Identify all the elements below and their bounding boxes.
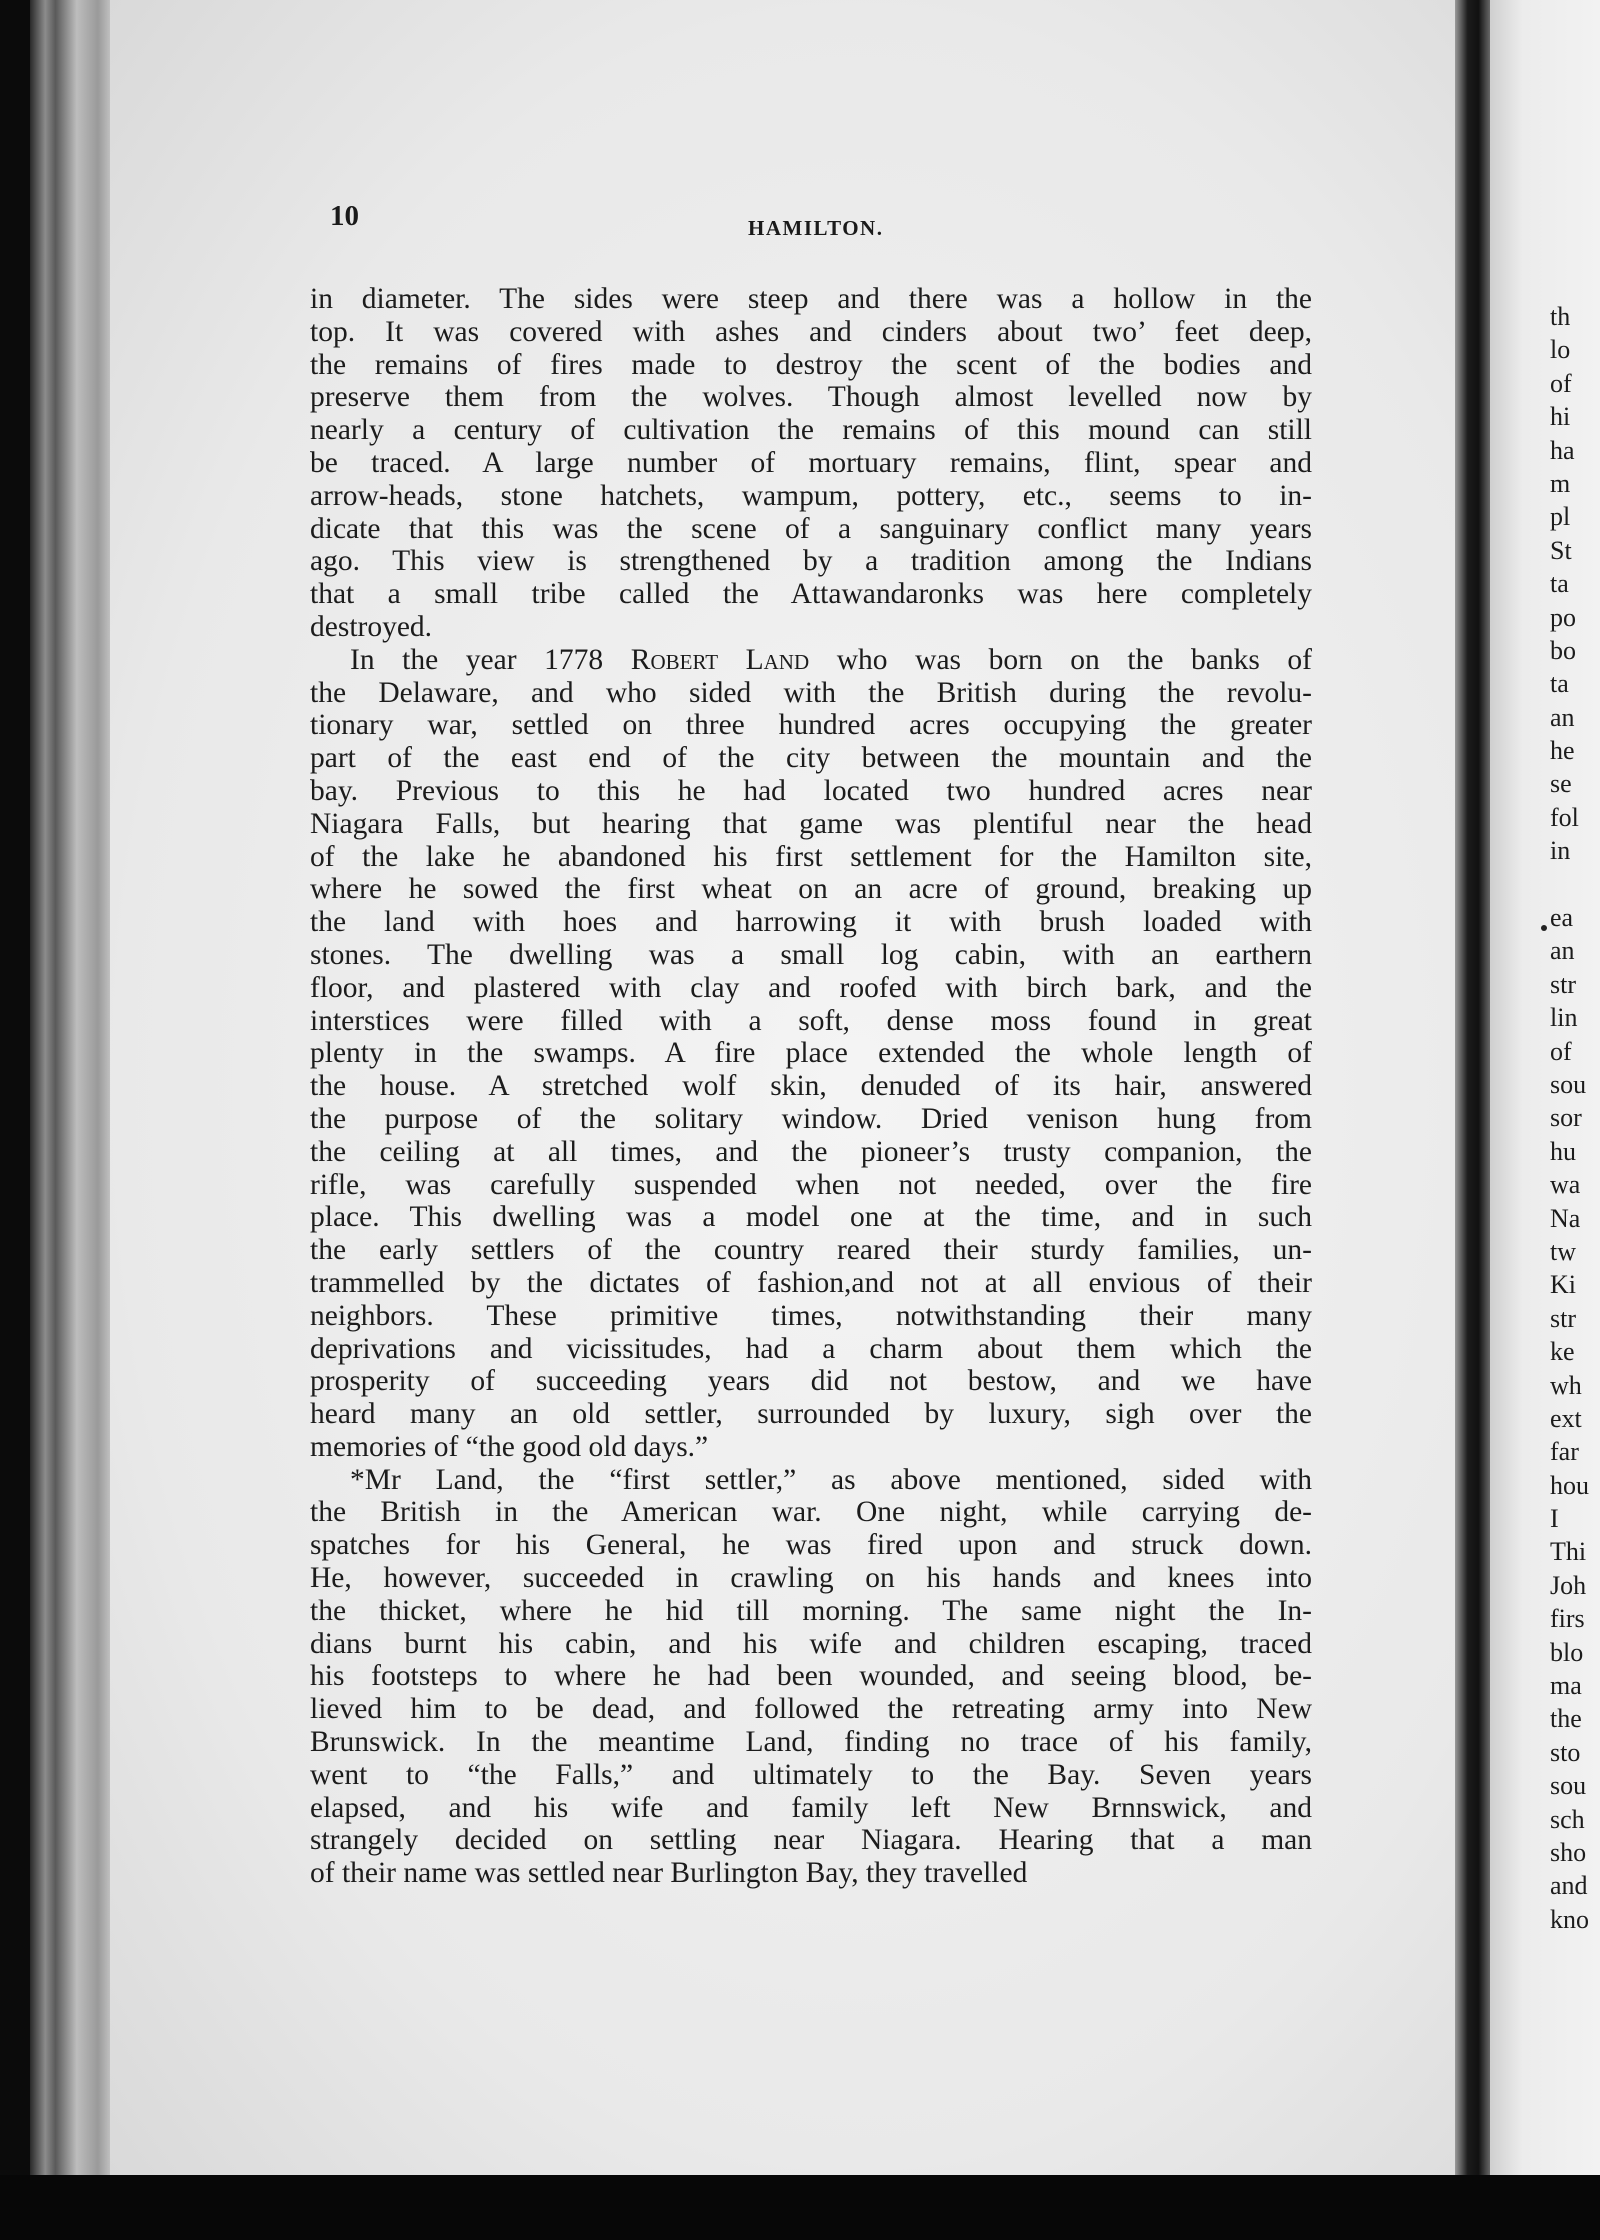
facing-line-fragment: wa bbox=[1550, 1170, 1581, 1200]
facing-line-fragment: pl bbox=[1550, 502, 1571, 532]
paragraph-2-first-line: In the year 1778 Robert Land who was born on the banks of bbox=[350, 643, 1312, 676]
text-line: nearly a century of cultivation the remains of this mound can still bbox=[310, 414, 1312, 447]
text-line: elapsed, and his wife and family left New Brnnswick, and bbox=[310, 1791, 1312, 1824]
facing-line-fragment: ta bbox=[1550, 669, 1569, 699]
text-line: destroyed. bbox=[310, 610, 433, 643]
bottom-shadow bbox=[0, 2175, 1600, 2240]
facing-line-fragment: tw bbox=[1550, 1236, 1576, 1266]
facing-line-fragment: hi bbox=[1550, 402, 1571, 432]
facing-line-fragment: Na bbox=[1550, 1203, 1581, 1233]
facing-line-fragment: sou bbox=[1550, 1069, 1587, 1099]
facing-line-fragment: sou bbox=[1550, 1771, 1587, 1801]
text-line: deprivations and vicissitudes, had a charm about them which the bbox=[310, 1332, 1312, 1365]
text-line: the purpose of the solitary window. Dried venison hung from bbox=[310, 1102, 1312, 1135]
text-line: his footsteps to where he had been wounded, and seeing blood, be- bbox=[310, 1660, 1312, 1693]
facing-line-fragment bbox=[1550, 868, 1589, 901]
facing-page-text bbox=[1550, 300, 1589, 1936]
text-line: plenty in the swamps. A fire place extended the whole length of bbox=[310, 1037, 1312, 1070]
text-line: Niagara Falls, but hearing that game was plentiful near the head bbox=[310, 807, 1312, 840]
facing-line-fragment: po bbox=[1550, 602, 1576, 632]
facing-line-fragment: an bbox=[1550, 702, 1575, 732]
facing-line-fragment: hou bbox=[1550, 1470, 1589, 1500]
facing-line-fragment: str bbox=[1550, 969, 1576, 999]
facing-line-fragment: I bbox=[1550, 1504, 1559, 1534]
text-line: trammelled by the dictates of fashion,and not at all envious of their bbox=[310, 1266, 1312, 1299]
facing-line-fragment: m bbox=[1550, 468, 1571, 498]
facing-line-fragment: ta bbox=[1550, 569, 1569, 599]
text-line: heard many an old settler, surrounded by luxury, sigh over the bbox=[310, 1398, 1312, 1431]
page-number: 10 bbox=[330, 200, 359, 232]
text-line: *Mr Land, the “first settler,” as above mentioned, sided with bbox=[350, 1463, 1312, 1496]
text-line: the Delaware, and who sided with the British during the revolu- bbox=[310, 676, 1312, 709]
text-line: interstices were filled with a soft, dense moss found in great bbox=[310, 1004, 1312, 1037]
text-line: Brunswick. In the meantime Land, finding no trace of his family, bbox=[310, 1726, 1312, 1759]
text-line: the house. A stretched wolf skin, denuded of its hair, answered bbox=[310, 1070, 1312, 1103]
text-line: the ceiling at all times, and the pioneer’s trusty companion, the bbox=[310, 1135, 1312, 1168]
text-line: part of the east end of the city between the mountain and the bbox=[310, 742, 1312, 775]
facing-line-fragment: Thi bbox=[1550, 1537, 1587, 1567]
text-line: neighbors. These primitive times, notwithstanding their many bbox=[310, 1299, 1312, 1332]
facing-line-fragment: an bbox=[1550, 936, 1575, 966]
paragraph-3 bbox=[310, 1464, 1312, 1890]
text-line: went to “the Falls,” and ultimately to the Bay. Seven years bbox=[310, 1758, 1312, 1791]
paragraph-2 bbox=[310, 644, 1312, 1464]
text-line: lieved him to be dead, and followed the retreating army into New bbox=[310, 1693, 1312, 1726]
facing-line-fragment: blo bbox=[1550, 1637, 1584, 1667]
facing-line-fragment: sto bbox=[1550, 1737, 1581, 1767]
facing-line-fragment: se bbox=[1550, 769, 1572, 799]
facing-line-fragment: sch bbox=[1550, 1804, 1585, 1834]
facing-line-fragment: Ki bbox=[1550, 1270, 1576, 1300]
facing-line-fragment: fol bbox=[1550, 802, 1579, 832]
text-line: the thicket, where he hid till morning. The same night the In- bbox=[310, 1594, 1312, 1627]
margin-dot bbox=[1541, 925, 1547, 931]
facing-line-fragment: and bbox=[1550, 1871, 1588, 1901]
text-line: of their name was settled near Burlington Bay, they travelled bbox=[310, 1857, 1028, 1890]
text-line: top. It was covered with ashes and cinders about two’ feet deep, bbox=[310, 315, 1312, 348]
text-line: be traced. A large number of mortuary remains, flint, spear and bbox=[310, 446, 1312, 479]
facing-line-fragment: the bbox=[1550, 1704, 1582, 1734]
facing-line-fragment: St bbox=[1550, 535, 1572, 565]
body-text bbox=[310, 283, 1312, 1890]
facing-line-fragment: ea bbox=[1550, 903, 1574, 933]
text-line: dians burnt his cabin, and his wife and children escaping, traced bbox=[310, 1627, 1312, 1660]
facing-line-fragment: lo bbox=[1550, 335, 1571, 365]
facing-line-fragment: sor bbox=[1550, 1103, 1582, 1133]
text-line: place. This dwelling was a model one at the time, and in such bbox=[310, 1201, 1312, 1234]
text-line: stones. The dwelling was a small log cabin, with an earthern bbox=[310, 938, 1312, 971]
facing-line-fragment: th bbox=[1550, 302, 1571, 331]
running-head: HAMILTON. bbox=[748, 216, 884, 240]
text-line: strangely decided on settling near Niagara. Hearing that a man bbox=[310, 1824, 1312, 1857]
facing-line-fragment: ke bbox=[1550, 1337, 1575, 1367]
paragraph-1 bbox=[310, 283, 1312, 644]
text-line: preserve them from the wolves. Though almost levelled now by bbox=[310, 381, 1312, 414]
text-line: that a small tribe called the Attawandaronks was here completely bbox=[310, 578, 1312, 611]
facing-line-fragment: firs bbox=[1550, 1604, 1585, 1634]
facing-line-fragment: in bbox=[1550, 836, 1571, 866]
facing-line-fragment: of bbox=[1550, 1036, 1572, 1066]
text-line: the British in the American war. One night, while carrying de- bbox=[310, 1496, 1312, 1529]
facing-line-fragment: of bbox=[1550, 368, 1572, 398]
text-line: He, however, succeeded in crawling on his hands and knees into bbox=[310, 1562, 1312, 1595]
book-edge bbox=[30, 0, 115, 2240]
person-name: Robert Land bbox=[630, 643, 810, 676]
facing-line-fragment: Joh bbox=[1550, 1570, 1587, 1600]
text-line: dicate that this was the scene of a sanguinary conflict many years bbox=[310, 512, 1312, 545]
text-line: of the lake he abandoned his first settlement for the Hamilton site, bbox=[310, 840, 1312, 873]
text-line: the early settlers of the country reared their sturdy families, un- bbox=[310, 1234, 1312, 1267]
text-line: tionary war, settled on three hundred acres occupying the greater bbox=[310, 709, 1312, 742]
text-line: the land with hoes and harrowing it with brush loaded with bbox=[310, 906, 1312, 939]
facing-line-fragment: wh bbox=[1550, 1370, 1582, 1400]
text-line: floor, and plastered with clay and roofed with birch bark, and the bbox=[310, 971, 1312, 1004]
text-line: bay. Previous to this he had located two hundred acres near bbox=[310, 774, 1312, 807]
facing-line-fragment: he bbox=[1550, 736, 1575, 766]
text-line: spatches for his General, he was fired upon and struck down. bbox=[310, 1529, 1312, 1562]
facing-line-fragment: lin bbox=[1550, 1003, 1578, 1033]
facing-line-fragment: str bbox=[1550, 1303, 1576, 1333]
text-line: arrow-heads, stone hatchets, wampum, pottery, etc., seems to in- bbox=[310, 479, 1312, 512]
facing-line-fragment: bo bbox=[1550, 635, 1576, 665]
facing-line-fragment: far bbox=[1550, 1437, 1579, 1467]
facing-line-fragment: ma bbox=[1550, 1671, 1582, 1701]
text-line: prosperity of succeeding years did not bestow, and we have bbox=[310, 1365, 1312, 1398]
text-line: ago. This view is strengthened by a tradition among the Indians bbox=[310, 545, 1312, 578]
text-line: in diameter. The sides were steep and there was a hollow in the bbox=[310, 283, 1312, 315]
facing-line-fragment: kno bbox=[1550, 1904, 1589, 1934]
facing-line-fragment: ext bbox=[1550, 1403, 1582, 1433]
text-line: rifle, was carefully suspended when not needed, over the fire bbox=[310, 1168, 1312, 1201]
facing-line-fragment: sho bbox=[1550, 1837, 1587, 1867]
facing-line-fragment: ha bbox=[1550, 435, 1575, 465]
text-line: memories of “the good old days.” bbox=[310, 1430, 709, 1463]
facing-line-fragment: hu bbox=[1550, 1136, 1576, 1166]
text-line: where he sowed the first wheat on an acre of ground, breaking up bbox=[310, 873, 1312, 906]
text-line: the remains of fires made to destroy the scent of the bodies and bbox=[310, 348, 1312, 381]
book-gutter bbox=[1455, 0, 1491, 2210]
